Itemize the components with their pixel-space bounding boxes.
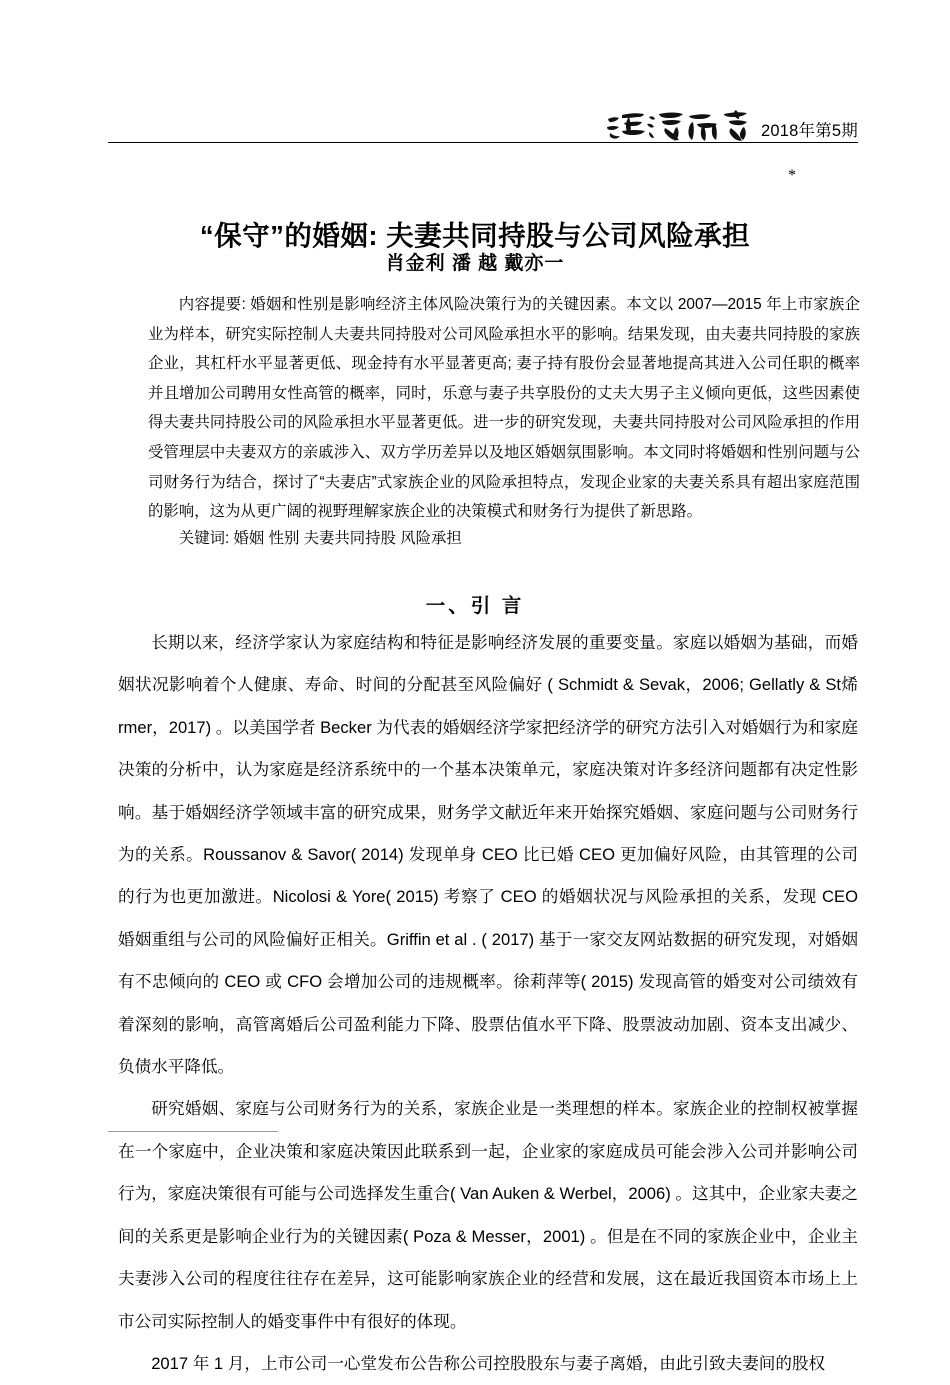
header-divider bbox=[108, 142, 858, 143]
article-body bbox=[118, 622, 858, 1385]
journal-issue-label: 2018年第5期 bbox=[761, 121, 858, 140]
article-title: “保守”的婚姻: 夫妻共同持股与公司风险承担 bbox=[199, 220, 751, 252]
body-paragraph: 长期以来，经济学家认为家庭结构和特征是影响经济发展的重要变量。家庭以婚姻为基础，而婚姻状况影响着个人健康、寿命、时间的分配甚至风险偏好 ( Schmidt & Sevak，2006; Gellatly & St烯rmer，2017) 。以美国学者 Becker 为代表的婚姻经济学家把经济学的研究方法引入对婚姻行为和家庭决策的分析中，认为家庭是经济系统中的一个基本决策单元，家庭决策对许多经济问题都有决定性影响。基于婚姻经济学领域丰富的研究成果，财务学文献近年来开始探究婚姻、家庭问题与公司财务行为的关系。Roussanov & Savor( 2014) 发现单身 CEO 比已婚 CEO 更加偏好风险，由其管理的公司的行为也更加激进。Nicolosi & Yore( 2015) 考察了 CEO 的婚姻状况与风险承担的关系，发现 CEO 婚姻重组与公司的风险偏好正相关。Griffin et al . ( 2017) 基于一家交友网站数据的研究发现，对婚姻有不忠倾向的 CEO 或 CFO 会增加公司的违规概率。徐莉萍等( 2015) 发现高管的婚变对公司绩效有着深刻的影响，高管离婚后公司盈利能力下降、股票估值水平下降、股票波动加剧、资本支出减少、负债水平降低。 bbox=[118, 633, 858, 1077]
article-authors: 肖金利 潘 越 戴亦一 bbox=[385, 253, 565, 274]
section-heading-introduction: 一、引 言 bbox=[425, 595, 525, 618]
footnote-separator bbox=[108, 1131, 278, 1132]
article-abstract: 内容提要: 婚姻和性别是影响经济主体风险决策行为的关键因素。本文以 2007—2015 年上市家族企业为样本，研究实际控制人夫妻共同持股对公司风险承担水平的影响。结果发现，由夫妻共同持股的家族企业，其杠杆水平显著更低、现金持有水平显著更高; 妻子持有股份会显著地提高其进入公司任职的概率并且增加公司聘用女性高管的概率，同时，乐意与妻子共享股份的丈夫大男子主义倾向更低，这些因素使得夫妻共同持股公司的风险承担水平显著更低。进一步的研究发现，夫妻共同持股对公司风险承担的作用受管理层中夫妻双方的亲戚涉入、双方学历差异以及地区婚姻氛围影响。本文同时将婚姻和性别问题与公司财务行为结合，探讨了“夫妻店”式家族企业的风险承担特点，发现企业家的夫妻关系具有超出家庭范围的影响，这为从更广阔的视野理解家族企业的决策模式和财务行为提供了新思路。 bbox=[148, 296, 860, 521]
body-paragraph: 2017 年 1 月，上市公司一心堂发布公告称公司控股股东与妻子离婚，由此引致夫妻间的股权 bbox=[151, 1353, 826, 1373]
journal-masthead-calligraphy-icon bbox=[605, 108, 755, 142]
footnote-asterisk-marker: * bbox=[788, 167, 796, 184]
article-keywords: 关键词: 婚姻 性别 夫妻共同持股 风险承担 bbox=[178, 530, 462, 547]
body-paragraph: 研究婚姻、家庭与公司财务行为的关系，家族企业是一类理想的样本。家族企业的控制权被掌握在一个家庭中，企业决策和家庭决策因此联系到一起，企业家的家庭成员可能会涉入公司并影响公司行为，家庭决策很有可能与公司选择发生重合( Van Auken & Werbel，2006) 。这其中，企业家夫妻之间的关系更是影响企业行为的关键因素( Poza & Messer，2001) 。但是在不同的家族企业中，企业主夫妻涉入公司的程度往往存在差异，这可能影响家族企业的经营和发展，这在最近我国资本市场上上市公司实际控制人的婚变事件中有很好的体现。 bbox=[118, 1099, 858, 1331]
journal-masthead bbox=[108, 100, 858, 142]
